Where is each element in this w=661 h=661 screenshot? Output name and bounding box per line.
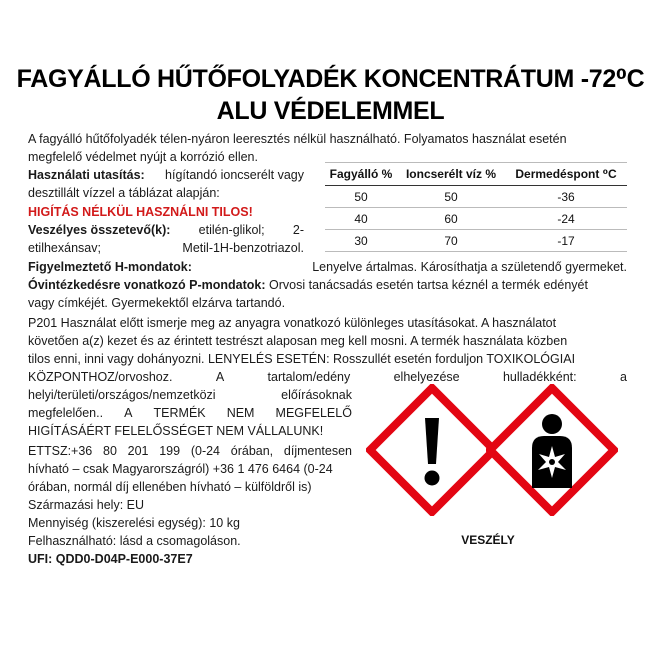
- table-cell: 60: [397, 208, 505, 230]
- h-statements: Figyelmeztető H-mondatok: Lenyelve ártalmas. Károsíthatja a születendő gyermeket.: [28, 260, 627, 274]
- intro-line2: megfelelő védelmet nyújt a korrózió ellen.: [28, 150, 258, 164]
- table-cell: 50: [397, 186, 505, 208]
- table-header-freezing-point: Dermedéspont ⁰C: [505, 163, 627, 186]
- hazardous-line1: Veszélyes összetevő(k): etilén-glikol; 2-: [28, 223, 304, 237]
- p-statements-line2: vagy címkéjét. Gyermekektől elzárva tartandó.: [28, 296, 286, 310]
- p201-line3: tilos enni, inni vagy dohányozni. LENYELÉS ESETÉN: Rosszullét esetén forduljon TOXIKOLÓGIAI: [28, 352, 576, 366]
- dilution-warning: HIGÍTÁS NÉLKÜL HASZNÁLNI TILOS!: [28, 205, 253, 219]
- hazardous-line2: etilhexánsav; Metil-1H-benzotriazol.: [28, 241, 304, 255]
- origin: Származási hely: EU: [28, 498, 145, 512]
- p201-line2: követően a(z) kezet és az érintett testrészt alaposan meg kell mosni. A termék használata közben: [28, 334, 568, 348]
- p-statements-line1: Óvintézkedésre vonatkozó P-mondatok: Orvosi tanácsadás esetén tartsa kéznél a termék edényét: [28, 278, 588, 292]
- p201-line5: helyi/területi/országos/nemzetközi előírásoknak: [28, 388, 352, 402]
- p-statements-label: Óvintézkedésre vonatkozó P-mondatok:: [28, 278, 266, 292]
- ettsz-line1: ETTSZ:+36 80 201 199 (0-24 órában, díjmentesen: [28, 444, 352, 458]
- signal-word: VESZÉLY: [461, 533, 515, 547]
- p201-line6: megfelelően.. A TERMÉK NEM MEGFELELŐ: [28, 406, 352, 420]
- usage-label: Használati utasítás:: [28, 168, 145, 182]
- table-header-row: [325, 163, 627, 186]
- table-cell: 70: [397, 230, 505, 252]
- h-statements-label: Figyelmeztető H-mondatok:: [28, 260, 192, 274]
- table-cell: -36: [505, 186, 627, 208]
- p201-line1: P201 Használat előtt ismerje meg az anyagra vonatkozó különleges utasításokat. A használatot: [28, 316, 557, 330]
- table-cell: 30: [325, 230, 397, 252]
- usage-line1: Használati utasítás: hígítandó ioncserélt vagy: [28, 168, 304, 182]
- usage-line2: desztillált vízzel a táblázat alapján:: [28, 186, 220, 200]
- quantity: Mennyiség (kiszerelési egység): 10 kg: [28, 516, 240, 530]
- hazardous-label: Veszélyes összetevő(k):: [28, 223, 171, 237]
- product-title-line2: ALU VÉDELEMMEL: [216, 97, 445, 125]
- table-cell: 50: [325, 186, 397, 208]
- table-cell: 40: [325, 208, 397, 230]
- ufi-code: UFI: QDD0-D04P-E000-37E7: [28, 552, 193, 566]
- exclamation-mark-icon: [366, 384, 498, 516]
- dilution-table: [325, 162, 627, 252]
- table-row: [325, 230, 627, 252]
- table-cell: -24: [505, 208, 627, 230]
- health-hazard-icon: [486, 384, 618, 516]
- table-row: [325, 208, 627, 230]
- p201-line4: KÖZPONTHOZ/orvoshoz. A tartalom/edény elhelyezése hulladékként: a: [28, 370, 627, 384]
- table-cell: -17: [505, 230, 627, 252]
- expiry: Felhasználható: lásd a csomagoláson.: [28, 534, 241, 548]
- p201-line7: HIGÍTÁSÁÉRT FELELŐSSÉGET NEM VÁLLALUNK!: [28, 424, 324, 438]
- intro-line1: A fagyálló hűtőfolyadék télen-nyáron leeresztés nélkül használható. Folyamatos használat esetén: [28, 132, 567, 146]
- ettsz-line2: hívható – csak Magyarországról) +36 1 476 6464 (0-24: [28, 462, 333, 476]
- product-title-line1: FAGYÁLLÓ HŰTŐFOLYADÉK KONCENTRÁTUM -72⁰C: [16, 65, 645, 93]
- table-header-antifreeze: Fagyálló %: [325, 163, 397, 186]
- table-row: [325, 186, 627, 208]
- ettsz-line3: órában, normál díj ellenében hívható – külföldről is): [28, 480, 312, 494]
- table-header-water: Ioncserélt víz %: [397, 163, 505, 186]
